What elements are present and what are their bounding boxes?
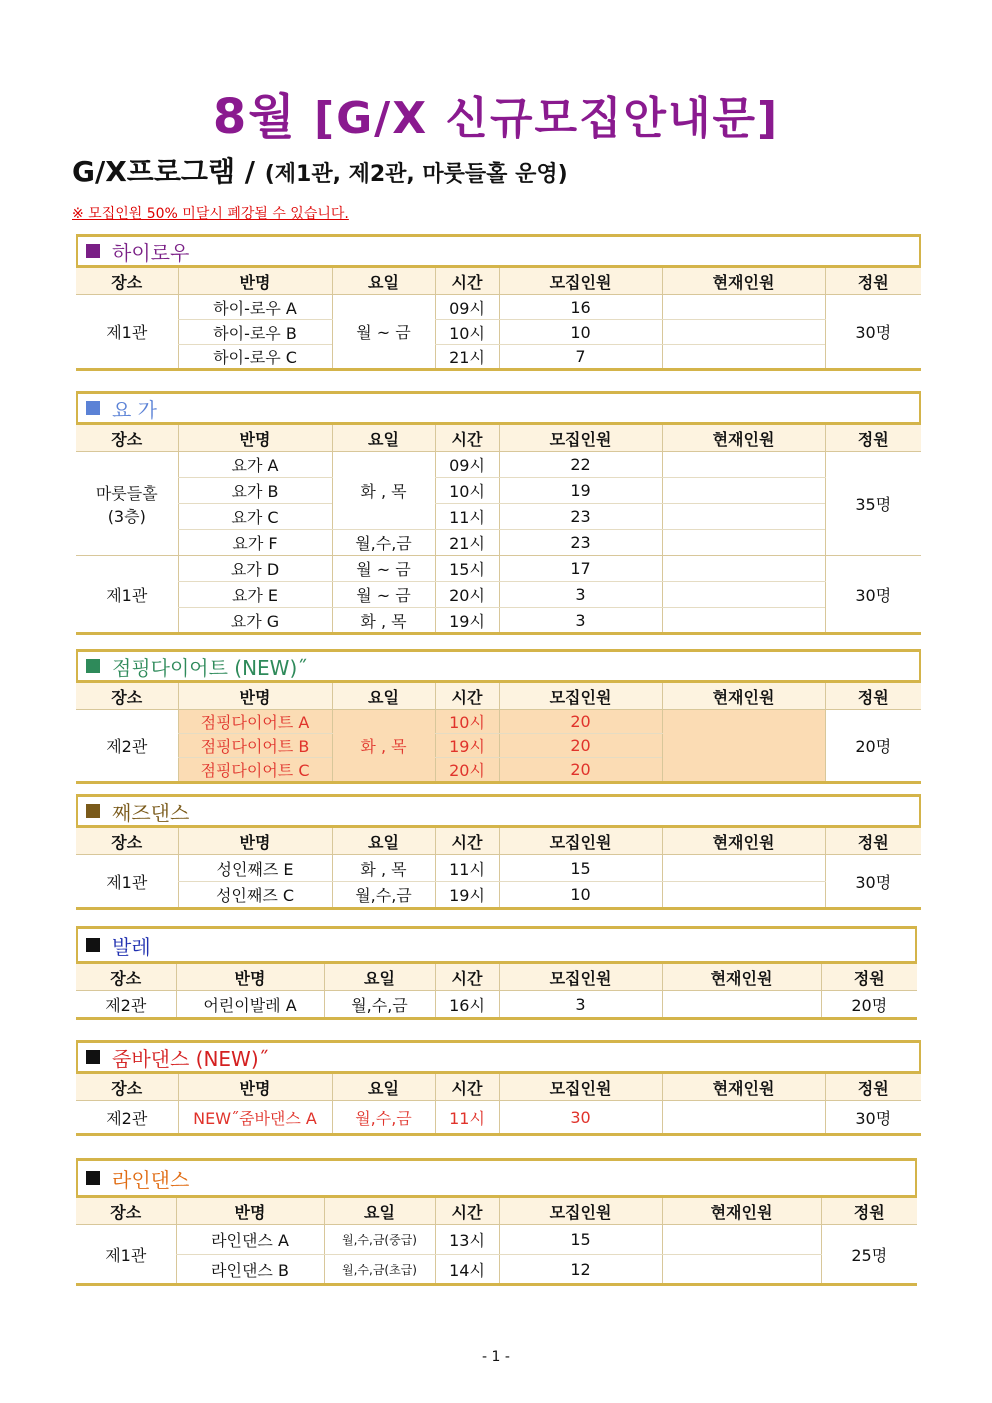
cell-class: 요가 E	[178, 582, 332, 608]
cell-time: 13시	[435, 1225, 499, 1255]
table-row	[76, 710, 921, 734]
subtitle-paren: (제1관, 제2관, 마룻들홀 운영)	[264, 162, 568, 187]
cell-place	[76, 452, 178, 556]
cell-time: 19시	[435, 734, 499, 758]
col-days: 요일	[332, 424, 435, 452]
cell-class: 점핑다이어트 C	[178, 758, 332, 783]
section-header	[76, 926, 917, 961]
col-recruit: 모집인원	[499, 267, 662, 295]
square-icon	[86, 938, 100, 952]
cell-time: 11시	[435, 855, 499, 882]
cell-current	[662, 1255, 821, 1285]
col-class: 반명	[178, 267, 332, 295]
col-capacity: 정원	[821, 963, 917, 991]
col-class: 반명	[178, 1073, 332, 1101]
cell-time: 09시	[435, 452, 499, 478]
cell-recruit: 17	[499, 556, 662, 582]
col-current: 현재인원	[662, 682, 825, 710]
table-row	[76, 582, 921, 608]
section-line	[76, 1158, 917, 1286]
section-title: 줌바댄스 (NEW)˝	[112, 1046, 269, 1071]
cell-recruit: 15	[499, 855, 662, 882]
col-days: 요일	[332, 827, 435, 855]
section-header	[76, 1158, 917, 1195]
cell-place: 제1관	[76, 855, 178, 909]
section-header	[76, 649, 921, 680]
cell-recruit: 20	[499, 758, 662, 783]
section-ballet	[76, 926, 917, 1020]
col-days: 요일	[332, 1073, 435, 1101]
cell-current	[662, 855, 825, 882]
cell-place: 제2관	[76, 1101, 178, 1135]
col-current: 현재인원	[662, 424, 825, 452]
table-row	[76, 320, 921, 345]
cell-days: 월 ~ 금	[332, 582, 435, 608]
cell-current	[662, 991, 821, 1019]
cell-capacity: 35명	[825, 452, 921, 556]
table-row	[76, 855, 921, 882]
section-title: 발레	[112, 934, 151, 959]
place-floor: (3층)	[107, 506, 146, 526]
col-current: 현재인원	[662, 963, 821, 991]
cell-current	[662, 608, 825, 634]
cell-recruit: 15	[499, 1225, 662, 1255]
col-capacity: 정원	[821, 1197, 917, 1225]
cell-time: 21시	[435, 530, 499, 556]
cell-time: 19시	[435, 608, 499, 634]
cell-recruit: 16	[499, 295, 662, 320]
col-class: 반명	[178, 682, 332, 710]
col-time: 시간	[435, 963, 499, 991]
cell-time: 10시	[435, 710, 499, 734]
col-days: 요일	[332, 682, 435, 710]
cell-place: 제1관	[76, 295, 178, 370]
col-class: 반명	[178, 827, 332, 855]
col-time: 시간	[435, 424, 499, 452]
square-icon	[86, 1050, 100, 1064]
cell-current	[662, 710, 825, 783]
col-time: 시간	[435, 267, 499, 295]
col-current: 현재인원	[662, 1073, 825, 1101]
cell-days: 화 , 목	[332, 710, 435, 783]
square-icon	[86, 659, 100, 673]
cell-class: 요가 D	[178, 556, 332, 582]
section-header	[76, 391, 921, 422]
col-place: 장소	[76, 827, 178, 855]
cell-recruit: 7	[499, 345, 662, 370]
table-row	[76, 991, 917, 1019]
table-row	[76, 882, 921, 909]
cell-class: 성인째즈 C	[178, 882, 332, 909]
cell-class: 요가 G	[178, 608, 332, 634]
cell-days: 월,수,금	[332, 882, 435, 909]
place-name: 마룻들홀	[95, 483, 158, 503]
section-title: 라인댄스	[112, 1167, 190, 1192]
page-title	[0, 78, 992, 147]
col-recruit: 모집인원	[499, 424, 662, 452]
cell-current	[662, 452, 825, 478]
col-place: 장소	[76, 682, 178, 710]
col-capacity: 정원	[825, 827, 921, 855]
cell-recruit: 12	[499, 1255, 662, 1285]
col-place: 장소	[76, 963, 176, 991]
table-row	[76, 452, 921, 478]
col-time: 시간	[435, 1073, 499, 1101]
col-days: 요일	[324, 963, 435, 991]
subtitle-main: G/X프로그램 /	[72, 155, 255, 188]
schedule-table	[76, 1071, 921, 1136]
cell-class: 하이-로우 C	[178, 345, 332, 370]
col-class: 반명	[178, 424, 332, 452]
cell-time: 14시	[435, 1255, 499, 1285]
cell-class: NEW˝줌바댄스 A	[178, 1101, 332, 1135]
cell-current	[662, 504, 825, 530]
schedule-table	[76, 825, 921, 910]
schedule-table	[76, 1195, 917, 1286]
square-icon	[86, 804, 100, 818]
cell-recruit: 30	[499, 1101, 662, 1135]
cell-current	[662, 582, 825, 608]
col-current: 현재인원	[662, 1197, 821, 1225]
section-header	[76, 234, 921, 265]
cell-class: 점핑다이어트 A	[178, 710, 332, 734]
section-jumping	[76, 649, 921, 784]
cell-class: 요가 A	[178, 452, 332, 478]
col-days: 요일	[324, 1197, 435, 1225]
cell-current	[662, 345, 825, 370]
col-recruit: 모집인원	[499, 1073, 662, 1101]
title-text: [G/X 신규모집안내문]	[313, 93, 780, 144]
cell-current	[662, 882, 825, 909]
cell-time: 19시	[435, 882, 499, 909]
section-title: 요 가	[112, 397, 157, 422]
col-current: 현재인원	[662, 827, 825, 855]
cell-class: 요가 F	[178, 530, 332, 556]
cell-place: 제1관	[76, 1225, 176, 1285]
section-title: 째즈댄스	[112, 800, 190, 825]
square-icon	[86, 244, 100, 258]
cell-capacity: 20명	[821, 991, 917, 1019]
col-capacity: 정원	[825, 682, 921, 710]
schedule-table	[76, 265, 921, 371]
table-row	[76, 1101, 921, 1135]
cell-days: 화 , 목	[332, 608, 435, 634]
section-jazz	[76, 794, 921, 910]
cell-days: 화 , 목	[332, 855, 435, 882]
table-row	[76, 530, 921, 556]
cell-days: 월,수,금	[332, 1101, 435, 1135]
cell-place: 제1관	[76, 556, 178, 634]
table-row	[76, 345, 921, 370]
title-month: 8월	[212, 89, 297, 145]
cell-current	[662, 295, 825, 320]
cell-capacity: 30명	[825, 556, 921, 634]
col-recruit: 모집인원	[499, 963, 662, 991]
section-header	[76, 1040, 921, 1071]
table-row	[76, 1255, 917, 1285]
section-header	[76, 794, 921, 825]
col-class: 반명	[176, 1197, 324, 1225]
cell-recruit: 19	[499, 478, 662, 504]
col-capacity: 정원	[825, 267, 921, 295]
col-time: 시간	[435, 682, 499, 710]
cell-class: 라인댄스 B	[176, 1255, 324, 1285]
cell-current	[662, 1101, 825, 1135]
cell-capacity: 25명	[821, 1225, 917, 1285]
cell-recruit: 20	[499, 710, 662, 734]
cell-time: 09시	[435, 295, 499, 320]
cell-time: 10시	[435, 478, 499, 504]
cell-class: 하이-로우 A	[178, 295, 332, 320]
col-place: 장소	[76, 1073, 178, 1101]
square-icon	[86, 401, 100, 415]
schedule-table	[76, 680, 921, 784]
col-place: 장소	[76, 1197, 176, 1225]
col-recruit: 모집인원	[499, 1197, 662, 1225]
cell-time: 20시	[435, 582, 499, 608]
cell-class: 어린이발레 A	[176, 991, 324, 1019]
section-title: 하이로우	[112, 240, 190, 265]
table-row	[76, 478, 921, 504]
cell-capacity: 30명	[825, 1101, 921, 1135]
cell-current	[662, 556, 825, 582]
col-recruit: 모집인원	[499, 827, 662, 855]
schedule-table	[76, 961, 917, 1020]
table-row	[76, 556, 921, 582]
section-hilow	[76, 234, 921, 371]
cell-capacity: 20명	[825, 710, 921, 783]
cell-days: 화 , 목	[332, 452, 435, 530]
square-icon	[86, 1171, 100, 1185]
cell-days: 월 ~ 금	[332, 556, 435, 582]
cell-time: 15시	[435, 556, 499, 582]
col-days: 요일	[332, 267, 435, 295]
cell-capacity: 30명	[825, 295, 921, 370]
table-row	[76, 1225, 917, 1255]
col-capacity: 정원	[825, 424, 921, 452]
cell-time: 21시	[435, 345, 499, 370]
notice-text: ※ 모집인원 50% 미달시 폐강될 수 있습니다.	[72, 206, 349, 222]
col-current: 현재인원	[662, 267, 825, 295]
cell-current	[662, 1225, 821, 1255]
cell-recruit: 20	[499, 734, 662, 758]
cell-recruit: 23	[499, 530, 662, 556]
col-capacity: 정원	[825, 1073, 921, 1101]
cell-days: 월 ~ 금	[332, 295, 435, 370]
cell-current	[662, 320, 825, 345]
cell-time: 11시	[435, 504, 499, 530]
cell-days: 월,수,금(초급)	[324, 1255, 435, 1285]
cell-class: 요가 B	[178, 478, 332, 504]
cell-time: 11시	[435, 1101, 499, 1135]
cell-recruit: 3	[499, 582, 662, 608]
col-recruit: 모집인원	[499, 682, 662, 710]
cell-recruit: 10	[499, 320, 662, 345]
subtitle	[72, 150, 568, 190]
cell-days: 월,수,금	[324, 991, 435, 1019]
table-row	[76, 608, 921, 634]
schedule-table	[76, 422, 921, 635]
cell-recruit: 22	[499, 452, 662, 478]
cell-class: 점핑다이어트 B	[178, 734, 332, 758]
col-time: 시간	[435, 827, 499, 855]
section-title: 점핑다이어트 (NEW)˝	[112, 655, 308, 680]
col-time: 시간	[435, 1197, 499, 1225]
cell-capacity: 30명	[825, 855, 921, 909]
cell-place: 제2관	[76, 991, 176, 1019]
table-row	[76, 504, 921, 530]
page-number: - 1 -	[482, 1349, 510, 1365]
section-zumba	[76, 1040, 921, 1136]
cell-days: 월,수,금(중급)	[324, 1225, 435, 1255]
cell-recruit: 23	[499, 504, 662, 530]
cell-recruit: 10	[499, 882, 662, 909]
cell-place: 제2관	[76, 710, 178, 783]
cell-class: 하이-로우 B	[178, 320, 332, 345]
section-yoga	[76, 391, 921, 635]
cell-time: 20시	[435, 758, 499, 783]
cell-class: 요가 C	[178, 504, 332, 530]
col-place: 장소	[76, 424, 178, 452]
table-row	[76, 295, 921, 320]
cell-time: 16시	[435, 991, 499, 1019]
cell-time: 10시	[435, 320, 499, 345]
cell-class: 라인댄스 A	[176, 1225, 324, 1255]
col-class: 반명	[176, 963, 324, 991]
cell-recruit: 3	[499, 991, 662, 1019]
cell-current	[662, 530, 825, 556]
cell-class: 성인째즈 E	[178, 855, 332, 882]
cell-current	[662, 478, 825, 504]
cell-recruit: 3	[499, 608, 662, 634]
col-place: 장소	[76, 267, 178, 295]
cell-days: 월,수,금	[332, 530, 435, 556]
